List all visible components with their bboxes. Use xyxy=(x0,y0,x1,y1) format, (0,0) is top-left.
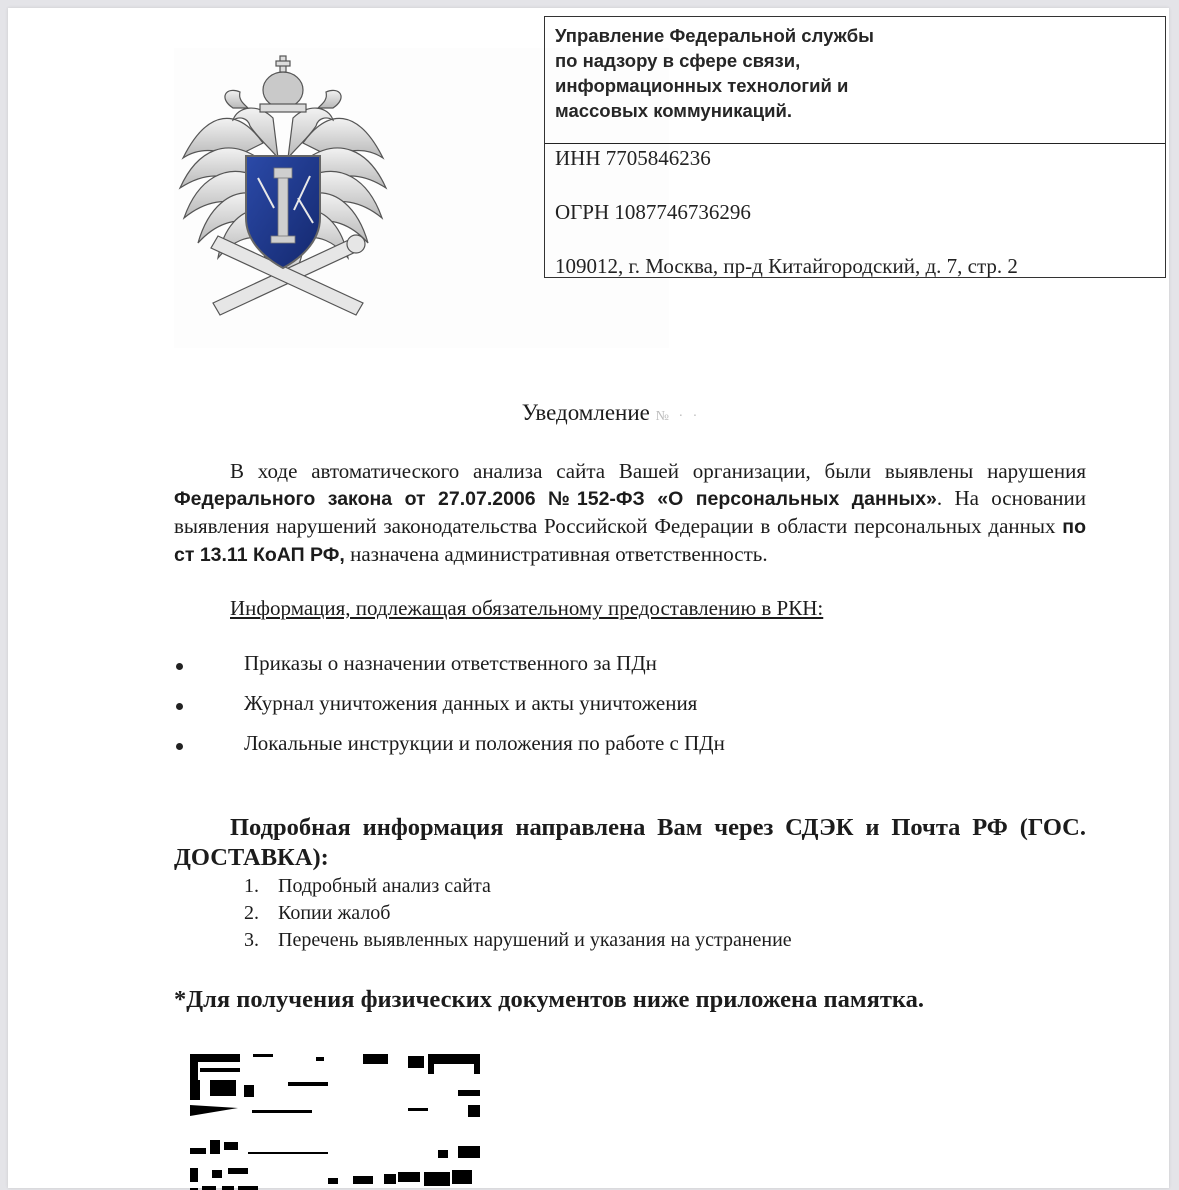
organization-name: Управление Федеральной службы по надзору в сфере связи, информационных технологий и массовых коммуникаций. xyxy=(545,17,1165,144)
list-item: Приказы о назначении ответственного за ПДн xyxy=(174,651,974,691)
inn-value: ИНН 7705846236 xyxy=(555,146,711,170)
article-reference: по ст 13.11 КоАП РФ, xyxy=(174,516,1086,566)
document-page xyxy=(8,8,1169,1188)
required-info-heading: Информация, подлежащая обязательному предоставлению в РКН: xyxy=(230,596,824,620)
delivery-heading: Подробная информация направлена Вам через СДЭК и Почта РФ (ГОС. ДОСТАВКА): xyxy=(174,814,1086,871)
memo-note: *Для получения физических документов ниже приложена памятка. xyxy=(174,986,924,1013)
organization-info-box xyxy=(544,16,1166,278)
delivery-items-list xyxy=(244,875,792,956)
bullet-icon xyxy=(176,703,183,710)
required-info-list xyxy=(174,651,974,771)
address-value: 109012, г. Москва, пр-д Китайгородский, д. 7, стр. 2 xyxy=(555,254,1018,278)
registration-details xyxy=(545,144,1165,276)
list-item: 3. Перечень выявленных нарушений и указания на устранение xyxy=(244,929,792,951)
list-item: Журнал уничтожения данных и акты уничтожения xyxy=(174,691,974,731)
bullet-icon xyxy=(176,663,183,670)
redacted-qr-code-icon xyxy=(188,1050,482,1190)
list-item: 1. Подробный анализ сайта xyxy=(244,875,491,897)
redacted-number: № · · xyxy=(655,409,701,424)
law-reference: Федерального закона от 27.07.2006 №152-ФЗ «О персональных данных» xyxy=(174,488,937,510)
list-item: 2. Копии жалоб xyxy=(244,902,391,924)
double-headed-eagle-emblem-icon xyxy=(178,48,388,338)
violation-paragraph: В ходе автоматического анализа сайта Вашей организации, были выявлены нарушения Федерального закона от 27.07.2006 №152-ФЗ «О персональных данных». На основании выявления нарушений законодательства Российской Федерации в области персональных данных по ст 13.11 КоАП РФ, назначена административная ответственность. xyxy=(174,459,1086,566)
bullet-icon xyxy=(176,743,183,750)
ogrn-value: ОГРН 1087746736296 xyxy=(555,200,751,224)
list-item: Локальные инструкции и положения по работе с ПДн xyxy=(174,731,974,771)
document-title: Уведомление № · · xyxy=(521,400,701,425)
